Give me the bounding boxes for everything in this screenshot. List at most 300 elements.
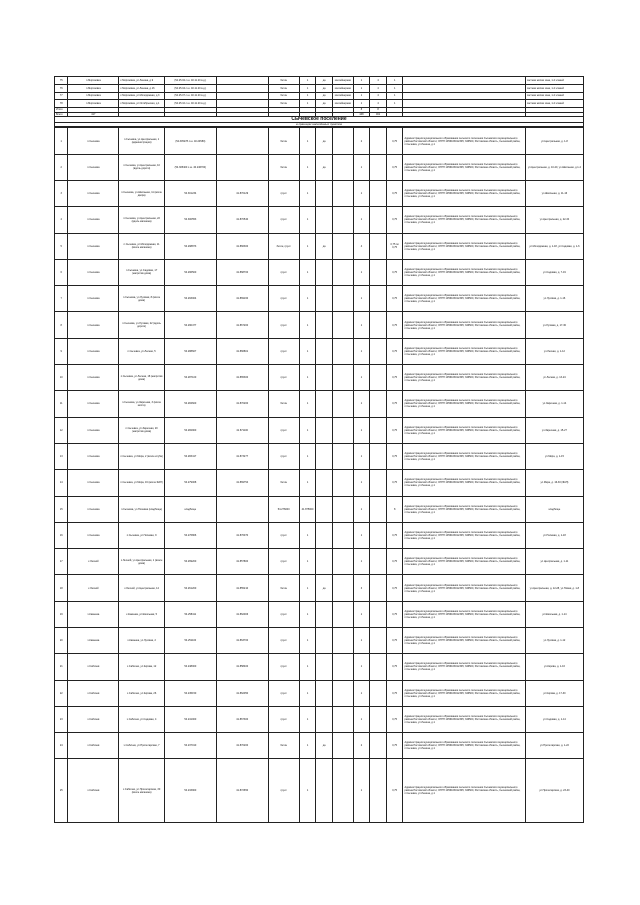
latitude-cell: 54.258411 [164, 601, 216, 627]
capacity-cell: 0,75 [386, 128, 403, 154]
container-qty-cell: 1 [353, 286, 370, 312]
surface-cell: грунт [268, 759, 299, 823]
count-cell: 1 [299, 391, 316, 417]
address-cell: п.Сычевка, ул.Садовая, 17 (напротив дома) [119, 259, 165, 285]
table-row [55, 470, 584, 496]
source-cell: ул.Центральная, д. 10-20, ул.Школьная, д.1-4 [525, 154, 583, 180]
container-qty-cell: 4 [353, 233, 370, 259]
source-cell: ул.Центральная, д. 12-28, ул.Новая, д. 1-8 [525, 575, 583, 601]
empty-cell [370, 706, 387, 732]
address-cell: х.Лесной, ул.Центральная, 1 (возле дома) [119, 549, 165, 575]
empty-cell [370, 128, 387, 154]
source-cell: ул.Заречная, д. 15-27 [525, 417, 583, 443]
address-cell: х.Лесной, ул.Центральная, 14 [119, 575, 165, 601]
row-number: 76 [55, 84, 68, 92]
capacity-cell: 0,75 [386, 154, 403, 180]
fence-cell [316, 312, 333, 338]
empty-cell [332, 470, 353, 496]
settlement-name: п.Морозовка [68, 77, 119, 85]
table-row [55, 654, 584, 680]
empty-cell [370, 391, 387, 417]
settlement-name: п.Сычевка [68, 207, 119, 233]
count-cell: 1 [299, 575, 316, 601]
settlement-name: п.Сычевка [68, 417, 119, 443]
settlement-name: х.Лесной [68, 575, 119, 601]
total-value: 417 [68, 112, 119, 116]
table-row [55, 180, 584, 206]
empty-cell [216, 77, 268, 85]
source-cell: ул.Пролетарская, д. 23-40 [525, 759, 583, 823]
container-qty-cell: 1 [353, 207, 370, 233]
address-cell: х.Сабичев, ул.Пролетарская, 7 [119, 733, 165, 759]
row-number: 23 [55, 706, 68, 732]
source-cell: ул.Заречная, д. 1-14 [525, 391, 583, 417]
settlement-name: п.Сычевка [68, 259, 119, 285]
count-cell: 1 [299, 180, 316, 206]
row-number: 78 [55, 100, 68, 108]
count-cell: 1 [299, 77, 316, 85]
surface-cell: грунт [268, 549, 299, 575]
empty-cell [332, 365, 353, 391]
row-number: 14 [55, 470, 68, 496]
container-qty-cell: 1 [353, 259, 370, 285]
address-cell: п.Сычевка, ул.Мира, 16 (возле ФАП) [119, 470, 165, 496]
address-cell: п.Сычевка, ул.Заречная, 20 (напротив дома) [119, 417, 165, 443]
fence-cell [316, 496, 333, 522]
container-qty-cell: 1 [353, 680, 370, 706]
settlement-name: п.Морозовка [68, 84, 119, 92]
capacity-cell: 0,75 [386, 417, 403, 443]
section-title: Сычевское поселение [54, 117, 584, 123]
count-cell: 1 [299, 549, 316, 575]
fence-cell: да [316, 84, 333, 92]
owner-cell: Администрация муниципального образования сельского поселения Сычевского муниципального района Ростовской области; ОГРН 1056163012345; 346500, Ростовская область, Сычевский район, п.Сычевка, ул.Ленина, д.1 [403, 759, 525, 823]
document-sheet [54, 76, 584, 823]
empty-cell [332, 522, 353, 548]
empty-cell [370, 680, 387, 706]
empty-cell [332, 338, 353, 364]
address-cell: х.Сабичев, ул.Кирова, 12 [119, 654, 165, 680]
fence-cell: да [316, 733, 333, 759]
empty-cell [332, 391, 353, 417]
latitude-cell: 54.251100 [164, 628, 216, 654]
settlement-name: п.Морозовка [68, 92, 119, 100]
owner-cell: Администрация муниципального образования сельского поселения Сычевского муниципального района Ростовской области; ОГРН 1056163012345; 346500, Ростовская область, Сычевский район, п.Сычевка, ул.Ленина, д.1 [403, 207, 525, 233]
fence-cell [316, 628, 333, 654]
settlement-name: х.Сабичев [68, 759, 119, 823]
table-row [55, 601, 584, 627]
row-number: 12 [55, 417, 68, 443]
top-summary-table [54, 76, 584, 117]
surface-cell: бетон, грунт [268, 233, 299, 259]
surface-cell: грунт [268, 180, 299, 206]
table-row [55, 759, 584, 823]
empty-cell [332, 207, 353, 233]
capacity-cell: 0,75 [386, 680, 403, 706]
address-cell: с.Морозовка, ул.Ленина, д.16 [119, 84, 165, 92]
count-cell: 41.875000 [299, 496, 316, 522]
longitude-cell: 41.869160 [216, 286, 268, 312]
owner-cell: Администрация муниципального образования сельского поселения Сычевского муниципального района Ростовской области; ОГРН 1056163012345; 346500, Ростовская область, Сычевский район, п.Сычевка, ул.Ленина, д.1 [403, 522, 525, 548]
count-cell: 1 [299, 84, 316, 92]
settlement-name: п.Сычевка [68, 391, 119, 417]
settlement-name: п.Сычевка [68, 365, 119, 391]
address-cell: п.Сычевка, ул.Лесная, 18 (напротив дома) [119, 365, 165, 391]
settlement-name: п.Сычевка [68, 312, 119, 338]
longitude-cell: 41.865300 [216, 365, 268, 391]
owner-cell: Администрация муниципального образования сельского поселения Сычевского муниципального района Ростовской области; ОГРН 1056163012345; 346500, Ростовская область, Сычевский район, п.Сычевка, ул.Ленина, д.1 [403, 654, 525, 680]
address-cell: п.Сычевка, ул.Лесная, 5 [119, 338, 165, 364]
settlement-name: п.Сычевка [68, 233, 119, 259]
surface-cell: бетон [268, 92, 299, 100]
total-label: Всего [55, 112, 68, 116]
container-qty-cell: 1 [353, 443, 370, 469]
source-cell: ул.Центральная, д. 1-8 [525, 128, 583, 154]
source-cell: ул.Лесная, д. 1-12 [525, 338, 583, 364]
empty-cell [332, 706, 353, 732]
owner-cell: Администрация муниципального образования сельского поселения Сычевского муниципального района Ростовской области; ОГРН 1056163012345; 346500, Ростовская область, Сычевский район, п.Сычевка, ул.Ленина, д.1 [403, 391, 525, 417]
qty-cell: 4 [370, 77, 387, 85]
fence-cell: да [316, 575, 333, 601]
surface-cell: бетон [268, 470, 299, 496]
settlement-name: п.Сычевка [68, 470, 119, 496]
row-number: 9 [55, 338, 68, 364]
longitude-cell: 41.868700 [216, 259, 268, 285]
longitude-cell [216, 128, 268, 154]
empty-cell [332, 443, 353, 469]
qty-cell: 1 [353, 92, 370, 100]
qty-cell: 1 [386, 92, 403, 100]
address-cell: п.Сычевка, ул.Центральная, 1 (администрация) [119, 128, 165, 154]
table-row [55, 84, 584, 92]
settlement-name: х.Сабичев [68, 654, 119, 680]
owner-cell: Администрация муниципального образования сельского поселения Сычевского муниципального района Ростовской области; ОГРН 1056163012345; 346500, Ростовская область, Сычевский район, п.Сычевка, ул.Ленина, д.1 [403, 312, 525, 338]
container-qty-cell: 1 [353, 417, 370, 443]
table-row [55, 154, 584, 180]
latitude-cell: (54.305278 с.ш. 40.24580) [164, 128, 216, 154]
table-row [55, 628, 584, 654]
table-row [55, 680, 584, 706]
longitude-cell: 41.870129 [216, 180, 268, 206]
empty-cell [370, 443, 387, 469]
source-cell: ул.Лесная, д. 13-24 [525, 365, 583, 391]
type-cell: контейнерная [332, 100, 353, 108]
surface-cell: бетон [268, 100, 299, 108]
longitude-cell: 41.866300 [216, 233, 268, 259]
empty-cell [332, 733, 353, 759]
row-number: 77 [55, 92, 68, 100]
latitude-cell: 54.237010 [164, 733, 216, 759]
fence-cell: да [316, 77, 333, 85]
longitude-cell: 41.876070 [216, 522, 268, 548]
capacity-cell: 0,75 [386, 338, 403, 364]
longitude-cell: 41.870540 [216, 207, 268, 233]
empty-cell [370, 417, 387, 443]
count-cell: 1 [299, 628, 316, 654]
empty-cell [332, 180, 353, 206]
surface-cell: грунт [268, 338, 299, 364]
fence-cell [316, 443, 333, 469]
source-cell: ул.Кирова, д. 17-30 [525, 680, 583, 706]
capacity-cell: 0,75 [386, 180, 403, 206]
latitude-cell: 54.296500 [164, 259, 216, 285]
surface-cell: бетон [268, 128, 299, 154]
coordinates-cell: (54.25.07 с.ш. 40.11.20 в.д.) [164, 92, 216, 100]
owner-cell: Администрация муниципального образования сельского поселения Сычевского муниципального района Ростовской области; ОГРН 1056163012345; 346500, Ростовская область, Сычевский район, п.Сычевка, ул.Ленина, д.1 [403, 417, 525, 443]
address-cell: п.Сычевка, ул.Центральная, 10 (вдоль дороги) [119, 154, 165, 180]
table-row [55, 706, 584, 732]
table-row [55, 312, 584, 338]
total-label: Итого [55, 108, 68, 112]
longitude-cell: 41.862050 [216, 680, 268, 706]
empty-cell [332, 628, 353, 654]
coordinates-cell: (54.25.10 с.ш. 40.11.20 в.д.) [164, 100, 216, 108]
source-cell: ул.Садовая, д. 7-19 [525, 259, 583, 285]
table-row [55, 443, 584, 469]
table-row [55, 77, 584, 85]
capacity-cell: 0,75 [386, 575, 403, 601]
qty-cell: 1 [353, 77, 370, 85]
longitude-cell: 41.867200 [216, 312, 268, 338]
coordinates-cell: (54.25.02 с.ш. 40.11.20 в.д.) [164, 77, 216, 85]
source-cell: частная жилая зона, 1-2 этажей [525, 84, 583, 92]
fence-cell: да [316, 100, 333, 108]
latitude-cell: 54.282900 [164, 417, 216, 443]
empty-cell [370, 733, 387, 759]
container-qty-cell: 1 [353, 180, 370, 206]
empty-cell [332, 312, 353, 338]
empty-cell [216, 92, 268, 100]
fence-cell [316, 522, 333, 548]
longitude-cell: 41.855210 [216, 575, 268, 601]
settlement-name: п.Морозовка [68, 100, 119, 108]
surface-cell: грунт [268, 654, 299, 680]
address-cell: п.Сычевка, ул.Мира, 2 (возле клуба) [119, 443, 165, 469]
address-cell: п.Сычевка, ул.Центральная, 22 (вдоль магазина) [119, 207, 165, 233]
row-number: 19 [55, 601, 68, 627]
owner-cell: Администрация муниципального образования сельского поселения Сычевского муниципального района Ростовской области; ОГРН 1056163012345; 346500, Ростовская область, Сычевский район, п.Сычевка, ул.Ленина, д.1 [403, 365, 525, 391]
latitude-cell: кладбище [164, 496, 216, 522]
qty-cell: 4 [370, 100, 387, 108]
settlement-name: х.Каменка [68, 628, 119, 654]
address-cell: п.Сычевка, ул.Луговая, 8 (возле дома) [119, 286, 165, 312]
settlement-name: х.Сабичев [68, 680, 119, 706]
longitude-cell: 41.869754 [216, 470, 268, 496]
table-row [55, 733, 584, 759]
latitude-cell: 54.287100 [164, 365, 216, 391]
surface-cell: грунт [268, 443, 299, 469]
container-qty-cell: 1 [353, 338, 370, 364]
container-qty-cell: 1 [353, 601, 370, 627]
address-cell: х.Каменка, ул.Школьная, 5 [119, 601, 165, 627]
capacity-cell: 0,75 [386, 654, 403, 680]
container-qty-cell: 1 [353, 470, 370, 496]
fence-cell [316, 391, 333, 417]
address-cell: с.Морозовка, ул.Молодёжная, д.3 [119, 92, 165, 100]
empty-cell [370, 338, 387, 364]
row-number: 18 [55, 575, 68, 601]
row-number: 3 [55, 180, 68, 206]
settlement-name: п.Сычевка [68, 522, 119, 548]
container-qty-cell: 1 [353, 312, 370, 338]
row-number: 10 [55, 365, 68, 391]
container-qty-cell: 1 [353, 549, 370, 575]
empty-cell [332, 259, 353, 285]
table-row [55, 365, 584, 391]
address-cell: х.Сабичев, ул.Кирова, 26 [119, 680, 165, 706]
capacity-cell: 0,75 [386, 601, 403, 627]
owner-cell: Администрация муниципального образования сельского поселения Сычевского муниципального района Ростовской области; ОГРН 1056163012345; 346500, Ростовская область, Сычевский район, п.Сычевка, ул.Ленина, д.1 [403, 154, 525, 180]
owner-cell: Администрация муниципального образования сельского поселения Сычевского муниципального района Ростовской области; ОГРН 1056163012345; 346500, Ростовская область, Сычевский район, п.Сычевка, ул.Ленина, д.1 [403, 286, 525, 312]
count-cell: 1 [299, 601, 316, 627]
fence-cell [316, 470, 333, 496]
empty-cell [332, 654, 353, 680]
latitude-cell: 54.300553 [164, 207, 216, 233]
empty-cell [332, 286, 353, 312]
source-cell: ул.Садовая, д. 1-14 [525, 706, 583, 732]
table-row [55, 92, 584, 100]
latitude-cell: 54.293004 [164, 286, 216, 312]
settlement-name: х.Сабичев [68, 733, 119, 759]
row-number: 2 [55, 154, 68, 180]
owner-cell: Администрация муниципального образования сельского поселения Сычевского муниципального района Ростовской области; ОГРН 1056163012345; 346500, Ростовская область, Сычевский район, п.Сычевка, ул.Ленина, д.1 [403, 601, 525, 627]
latitude-cell: 54.269200 [164, 549, 216, 575]
container-qty-cell: 2 [353, 733, 370, 759]
table-row [55, 100, 584, 108]
owner-cell: Администрация муниципального образования сельского поселения Сычевского муниципального района Ростовской области; ОГРН 1056163012345; 346500, Ростовская область, Сычевский район, п.Сычевка, ул.Ленина, д.1 [403, 575, 525, 601]
qty-cell: 1 [353, 100, 370, 108]
latitude-cell: 54.233900 [164, 759, 216, 823]
owner-cell: Администрация муниципального образования сельского поселения Сычевского муниципального района Ростовской области; ОГРН 1056163012345; 346500, Ростовская область, Сычевский район, п.Сычевка, ул.Ленина, д.1 [403, 680, 525, 706]
address-cell: п.Сычевка, ул.Школьная, 11 (возле двора) [119, 180, 165, 206]
container-qty-cell: 1 [353, 522, 370, 548]
longitude-cell [216, 154, 268, 180]
container-qty-cell: 3 [353, 575, 370, 601]
count-cell: 1 [299, 759, 316, 823]
source-cell: ул.Кирова, д. 1-16 [525, 654, 583, 680]
count-cell: 1 [299, 207, 316, 233]
longitude-cell: 41.873277 [216, 443, 268, 469]
settlement-name: х.Каменка [68, 601, 119, 627]
coordinates-cell: (54.25.04 с.ш. 40.11.20 в.д.) [164, 84, 216, 92]
owner-cell [403, 84, 525, 92]
row-number: 24 [55, 733, 68, 759]
fence-cell [316, 549, 333, 575]
surface-cell: грунт [268, 286, 299, 312]
row-number: 21 [55, 654, 68, 680]
owner-cell: Администрация муниципального образования сельского поселения Сычевского муниципального района Ростовской области; ОГРН 1056163012345; 346500, Ростовская область, Сычевский район, п.Сычевка, ул.Ленина, д.1 [403, 733, 525, 759]
source-cell: ул.Полевая, д. 1-18 [525, 522, 583, 548]
empty-cell [370, 312, 387, 338]
source-cell: частная жилая зона, 1-2 этажей [525, 100, 583, 108]
longitude-cell: 41.863700 [216, 628, 268, 654]
capacity-cell: 0,75 [386, 365, 403, 391]
source-cell: ул.Мира, д. 16-30 (ФАП) [525, 470, 583, 496]
empty-cell [332, 575, 353, 601]
surface-cell: грунт [268, 365, 299, 391]
longitude-cell: 41.857800 [216, 549, 268, 575]
fence-cell [316, 654, 333, 680]
owner-cell: Администрация муниципального образования сельского поселения Сычевского муниципального района Ростовской области; ОГРН 1056163012345; 346500, Ростовская область, Сычевский район, п.Сычевка, ул.Ленина, д.1 [403, 128, 525, 154]
row-number: 22 [55, 680, 68, 706]
empty-cell [525, 112, 583, 116]
latitude-cell: 54.241000 [164, 706, 216, 732]
qty-cell: 1 [386, 77, 403, 85]
latitude-cell: 54.279008 [164, 470, 216, 496]
qty-cell: 1 [353, 84, 370, 92]
count-cell: 1 [299, 365, 316, 391]
capacity-cell: 0,75 [386, 549, 403, 575]
settlement-name: п.Сычевка [68, 128, 119, 154]
owner-cell [403, 92, 525, 100]
source-cell: ул.Школьная, д. 1-14 [525, 601, 583, 627]
container-qty-cell: 1 [353, 759, 370, 823]
count-cell: 1 [299, 680, 316, 706]
surface-cell: бетон [268, 84, 299, 92]
empty-cell [332, 233, 353, 259]
row-number: 25 [55, 759, 68, 823]
container-qty-cell: 2 [353, 128, 370, 154]
address-cell: х.Сабичев, ул.Садовая, 4 [119, 706, 165, 732]
table-row [55, 259, 584, 285]
empty-cell [370, 759, 387, 823]
fence-cell [316, 286, 333, 312]
address-cell: п.Сычевка, ул.Молодёжная, 11 (возле магазина) [119, 233, 165, 259]
longitude-cell: 41.866801 [216, 338, 268, 364]
qty-cell: 4 [370, 92, 387, 100]
capacity-cell: 0,75 [386, 207, 403, 233]
empty-cell [370, 259, 387, 285]
source-cell: ул.Школьная, д. 11-16 [525, 180, 583, 206]
fence-cell: да [316, 233, 333, 259]
source-cell: ул.Молодёжная, д. 1-18, ул.Садовая, д. 1-6 [525, 233, 583, 259]
row-number: 1 [55, 128, 68, 154]
table-row [55, 549, 584, 575]
longitude-cell: 41.871100 [216, 417, 268, 443]
latitude-cell: 54.248000 [164, 654, 216, 680]
fence-cell: да [316, 92, 333, 100]
count-cell: 1 [299, 154, 316, 180]
source-cell: ул.Центральная, д. 1-11 [525, 549, 583, 575]
count-cell: 1 [299, 338, 316, 364]
row-number: 5 [55, 233, 68, 259]
empty-cell [370, 154, 387, 180]
container-qty-cell: 1 [353, 496, 370, 522]
row-number: 7 [55, 286, 68, 312]
type-cell: контейнерная [332, 77, 353, 85]
row-number: 6 [55, 259, 68, 285]
container-qty-cell: 1 [353, 654, 370, 680]
surface-cell: бетон [268, 77, 299, 85]
count-cell: 1 [299, 470, 316, 496]
capacity-cell: 0,75 [386, 312, 403, 338]
address-cell: х.Каменка, ул.Луговая, 2 [119, 628, 165, 654]
empty-cell [216, 84, 268, 92]
longitude-cell: 41.870200 [216, 391, 268, 417]
empty-cell [370, 207, 387, 233]
surface-cell: грунт [268, 312, 299, 338]
address-cell: п.Сычевка, ул.Заречная, 3 (возле моста) [119, 391, 165, 417]
latitude-cell: 54.276806 [164, 522, 216, 548]
owner-cell: Администрация муниципального образования сельского поселения Сычевского муниципального района Ростовской области; ОГРН 1056163012345; 346500, Ростовская область, Сычевский район, п.Сычевка, ул.Ленина, д.1 [403, 233, 525, 259]
table-row [55, 522, 584, 548]
capacity-cell: 0,75 [386, 628, 403, 654]
fence-cell [316, 680, 333, 706]
empty-cell [332, 417, 353, 443]
owner-cell: Администрация муниципального образования сельского поселения Сычевского муниципального района Ростовской области; ОГРН 1056163012345; 346500, Ростовская область, Сычевский район, п.Сычевка, ул.Ленина, д.1 [403, 443, 525, 469]
latitude-cell: 54.245150 [164, 680, 216, 706]
longitude-cell: 41.858400 [216, 654, 268, 680]
